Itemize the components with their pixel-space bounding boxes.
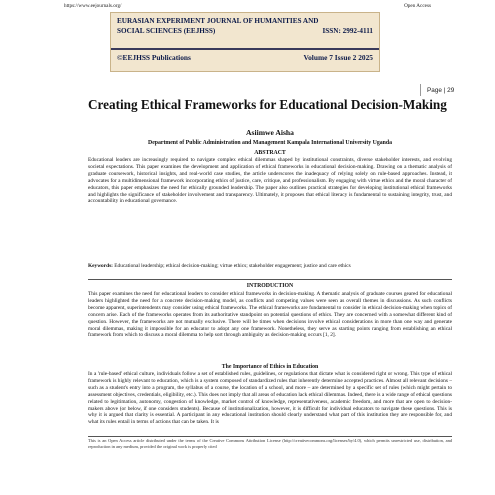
introduction-heading: INTRODUCTION (246, 283, 294, 289)
volume-issue: Volume 7 Issue 2 2025 (303, 53, 373, 62)
page-number-rule (420, 84, 421, 96)
journal-banner (110, 12, 380, 72)
journal-name-line-2 (117, 27, 373, 36)
footer-rule (88, 436, 452, 437)
page-number: Page | 29 (427, 87, 455, 94)
running-header (64, 3, 431, 12)
publisher: ©EEJHSS Publications (117, 53, 191, 62)
introduction-text: This paper examines the need for educational leaders to consider ethical frameworks in decision-making. A thematic analysis of graduate courses geared for educational leaders highlighted the need for a concrete decision-making model, as conflicts and competing values were seen as overall themes in discussions. As such conflicts become apparent, superintendents may consider using ethical frameworks. The ethical frameworks are fundamental to consider in ethical decision-making when topics of concern arise. Each of the frameworks operates from its authoritative standpoint on potential questions of ethics. They are concerned with a somewhat different kind of question. However, the frameworks are not mutually exclusive. There will be times when decisions involve ethical considerations in more than one way and generate moral dilemmas, making it impossible for an educator to adopt any one framework. Nonetheless, they serve as starting points ranging from establishing an ethical framework from which to discuss a moral dilemma to help sort through ambiguity as decision-making occurs [1, 2]. (88, 291, 452, 339)
issn: ISSN: 2992-4111 (322, 27, 373, 35)
article-author: Asiimwe Aisha (246, 128, 294, 137)
journal-url-link[interactable]: https://www.eejournals.org/ (64, 3, 122, 9)
journal-name: EURASIAN EXPERIMENT JOURNAL OF HUMANITIES AND (117, 17, 319, 25)
open-access-label: Open Access (404, 3, 431, 9)
license-footer: This is an Open Access article distributed under the terms of the Creative Commons Attribution License (http://creativecommons.org/licenses/by/4.0), which permits unrestricted use, distribution, and reproduction in any medium, provided the original work is properly cited (88, 438, 452, 449)
banner-publication-row (117, 53, 373, 62)
abstract-text: Educational leaders are increasingly required to navigate complex ethical dilemmas shaped by institutional constraints, diverse stakeholder interests, and evolving societal expectations. This paper examines the development and application of ethical frameworks in educational decision-making. Drawing on a thematic analysis of graduate coursework, historical insights, and real-world case studies, the article underscores the inadequacy of relying solely on rule-based approaches. Instead, it advocates for a multidimensional framework incorporating ethics of justice, care, critique, and professionalism. By engaging with virtue ethics and the moral character of educators, this paper emphasizes the need for ethically grounded leadership. The paper also outlines practical strategies for developing institutional ethical frameworks and highlights the significance of stakeholder involvement and transparency. Ultimately, it proposes that ethical literacy is fundamental to sustaining integrity, trust, and accountability in educational governance. (88, 157, 452, 205)
banner-divider (111, 48, 379, 50)
importance-heading: The Importance of Ethics in Education (221, 364, 319, 370)
keywords (88, 263, 452, 270)
importance-text: In a 'rule-based' ethical culture, individuals follow a set of established rules, guidelines, or regulations that dictate what is considered right or wrong. This type of ethical framework is highly relevant to education, which is a system composed of standardized rules that inherently determine accepted practices. Almost all relevant decisions – such as a student's entry into a program, the syllabus of a course, the location of a school, and more – are determined by a specific set of rules (which might pertain to assessment objectives, credentials, eligibility, etc.). This does not imply that all areas of education lack ethical dilemmas. Indeed, there is a wide range of ethical questions related to legitimation, autonomy, congestion of knowledge, market control of knowledge, representativeness, academic freedom, and more that are open to decision-makers above (or below, if one considers students). Because of institutionalization, however, it is difficult for individual educators to navigate these questions. This is why it is argued that clarity is essential. A participant in any educational institution should clearly understand what part of this institution they are responsible for, and what its rules entail in terms of actions that can be taken. It is (88, 371, 452, 426)
article-title: Creating Ethical Frameworks for Educational Decision-Making (88, 97, 447, 112)
section-divider (88, 279, 452, 280)
journal-abbrev: SOCIAL SCIENCES (EEJHSS) (117, 27, 216, 35)
abstract-heading: ABSTRACT (254, 150, 286, 156)
author-affiliation: Department of Public Administration and Management Kampala International University Uganda (148, 140, 392, 146)
keywords-label: Keywords: (88, 263, 113, 269)
keywords-text: Educational leadership; ethical decision-making; virtue ethics; stakeholder engagement; justice and care ethics (114, 263, 351, 269)
